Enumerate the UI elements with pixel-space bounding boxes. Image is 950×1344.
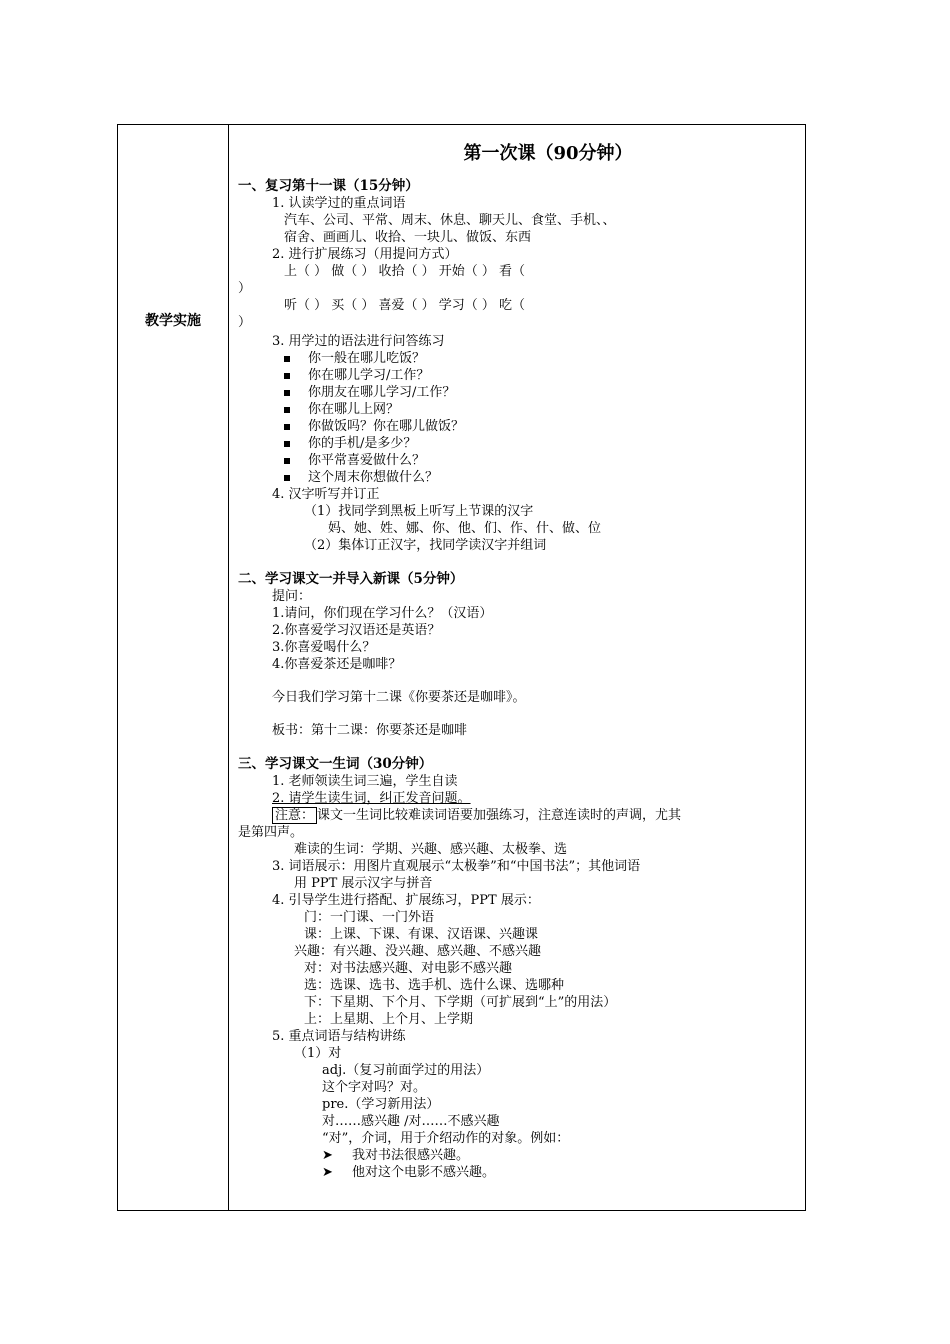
bullet-item: 你平常喜爱做什么？ (238, 452, 798, 469)
row-label: 教学实施 (145, 313, 201, 329)
square-bullet-icon (284, 475, 290, 481)
square-bullet-icon (284, 458, 290, 464)
lesson-plan-table (117, 124, 806, 1211)
list-item: 课：上课、下课、有课、汉语课、兴趣课 (304, 927, 539, 942)
item-text: 板书：第十二课：你要茶还是咖啡 (272, 723, 468, 738)
item-text: 3. 用学过的语法进行问答练习 (272, 334, 445, 349)
bullet-item: 你做饭吗？你在哪儿做饭？ (238, 418, 798, 435)
lesson-content (238, 139, 798, 1181)
square-bullet-icon (284, 441, 290, 447)
section-3-heading: 三、学习课文一生词（30分钟） (238, 756, 433, 772)
item-text: 2. 进行扩展练习（用提问方式） (272, 247, 458, 262)
bullet-item: 这个周末你想做什么？ (238, 469, 798, 486)
lesson-title: 第一次课（90分钟） (463, 143, 633, 164)
item-text: （2）集体订正汉字，找同学读汉字并组词 (304, 538, 547, 553)
bullet-item: 你朋友在哪儿学习/工作？ (238, 384, 798, 401)
item-text: ） (238, 315, 252, 330)
section-1-heading: 一、复习第十一课（15分钟） (238, 178, 419, 194)
square-bullet-icon (284, 356, 290, 362)
item-text: 是第四声。 (238, 825, 304, 840)
item-text: 听（ ） 买（ ） 喜爱（ ） 学习（ ） 吃（ (284, 298, 526, 313)
item-text: 这个字对吗？对。 (322, 1080, 427, 1095)
item-text: 5. 重点词语与结构讲练 (272, 1029, 406, 1044)
item-text: 难读的生词：学期、兴趣、感兴趣、太极拳、选 (294, 842, 568, 857)
bullet-item: 你在哪儿学习/工作？ (238, 367, 798, 384)
item-text: 1.请问，你们现在学习什么？（汉语） (272, 606, 493, 621)
item-text: 对……感兴趣 /对……不感兴趣 (322, 1114, 500, 1129)
section-2-heading: 二、学习课文一并导入新课（5分钟） (238, 571, 464, 587)
note-label: 注意： (272, 807, 317, 824)
square-bullet-icon (284, 407, 290, 413)
list-item: 上：上星期、上个月、上学期 (304, 1012, 474, 1027)
item-text: 3. 词语展示：用图片直观展示“太极拳”和“中国书法”；其他词语 (272, 859, 641, 874)
item-text: 4. 引导学生进行搭配、扩展练习，PPT 展示： (272, 893, 540, 908)
item-text: （1）找同学到黑板上听写上节课的汉字 (304, 504, 534, 519)
list-item: 选：选课、选书、选手机、选什么课、选哪种 (304, 978, 565, 993)
item-text: 3.你喜爱喝什么？ (272, 640, 376, 655)
item-text: 提问： (272, 589, 312, 604)
column-divider (228, 125, 229, 1210)
item-text: 汽车、公司、平常、周末、休息、聊天儿、食堂、手机、、 (284, 213, 616, 228)
bullet-item: 你的手机/是多少？ (238, 435, 798, 452)
square-bullet-icon (284, 390, 290, 396)
list-item: 兴趣：有兴趣、没兴趣、感兴趣、不感兴趣 (294, 944, 542, 959)
list-item: 对：对书法感兴趣、对电影不感兴趣 (304, 961, 513, 976)
item-text: 今日我们学习第十二课《你要茶还是咖啡》。 (272, 690, 526, 705)
list-item: 下：下星期、下个月、下学期（可扩展到“上”的用法） (304, 995, 617, 1010)
item-text: 妈、她、姓、娜、你、他、们、作、什、做、位 (328, 521, 602, 536)
item-text: （1）对 (294, 1046, 342, 1061)
item-text: 2. 请学生读生词，纠正发音问题。 (272, 791, 471, 806)
item-text: 用 PPT 展示汉字与拼音 (294, 876, 433, 891)
item-text: 上（ ） 做（ ） 收拾（ ） 开始（ ） 看（ (284, 264, 526, 279)
item-text: 宿舍、画画儿、收拾、一块儿、做饭、东西 (284, 230, 532, 245)
item-text: 4. 汉字听写并订正 (272, 487, 380, 502)
bullet-item: 你在哪儿上网？ (238, 401, 798, 418)
note-line: 注意： 课文一生词比较难读词语要加强练习，注意连读时的声调，尤其 (238, 807, 798, 824)
item-text: 1. 老师领读生词三遍，学生自读 (272, 774, 458, 789)
item-text: 4.你喜爱茶还是咖啡？ (272, 657, 402, 672)
arrow-bullet-icon: ➤ (322, 1165, 333, 1180)
item-text: 1. 认读学过的重点词语 (272, 196, 406, 211)
item-text: pre.（学习新用法） (322, 1097, 440, 1112)
item-text: 2.你喜爱学习汉语还是英语？ (272, 623, 441, 638)
example-item: ➤ 我对书法很感兴趣。 (322, 1148, 470, 1163)
item-text: “对”，介词，用于介绍动作的对象。例如： (322, 1131, 570, 1146)
square-bullet-icon (284, 373, 290, 379)
item-text: ） (238, 281, 252, 296)
arrow-bullet-icon: ➤ (322, 1148, 333, 1163)
bullet-item: 你一般在哪儿吃饭？ (238, 350, 798, 367)
item-text: adj.（复习前面学过的用法） (322, 1063, 490, 1078)
list-item: 门：一门课、一门外语 (304, 910, 435, 925)
example-item: ➤ 他对这个电影不感兴趣。 (322, 1165, 496, 1180)
square-bullet-icon (284, 424, 290, 430)
